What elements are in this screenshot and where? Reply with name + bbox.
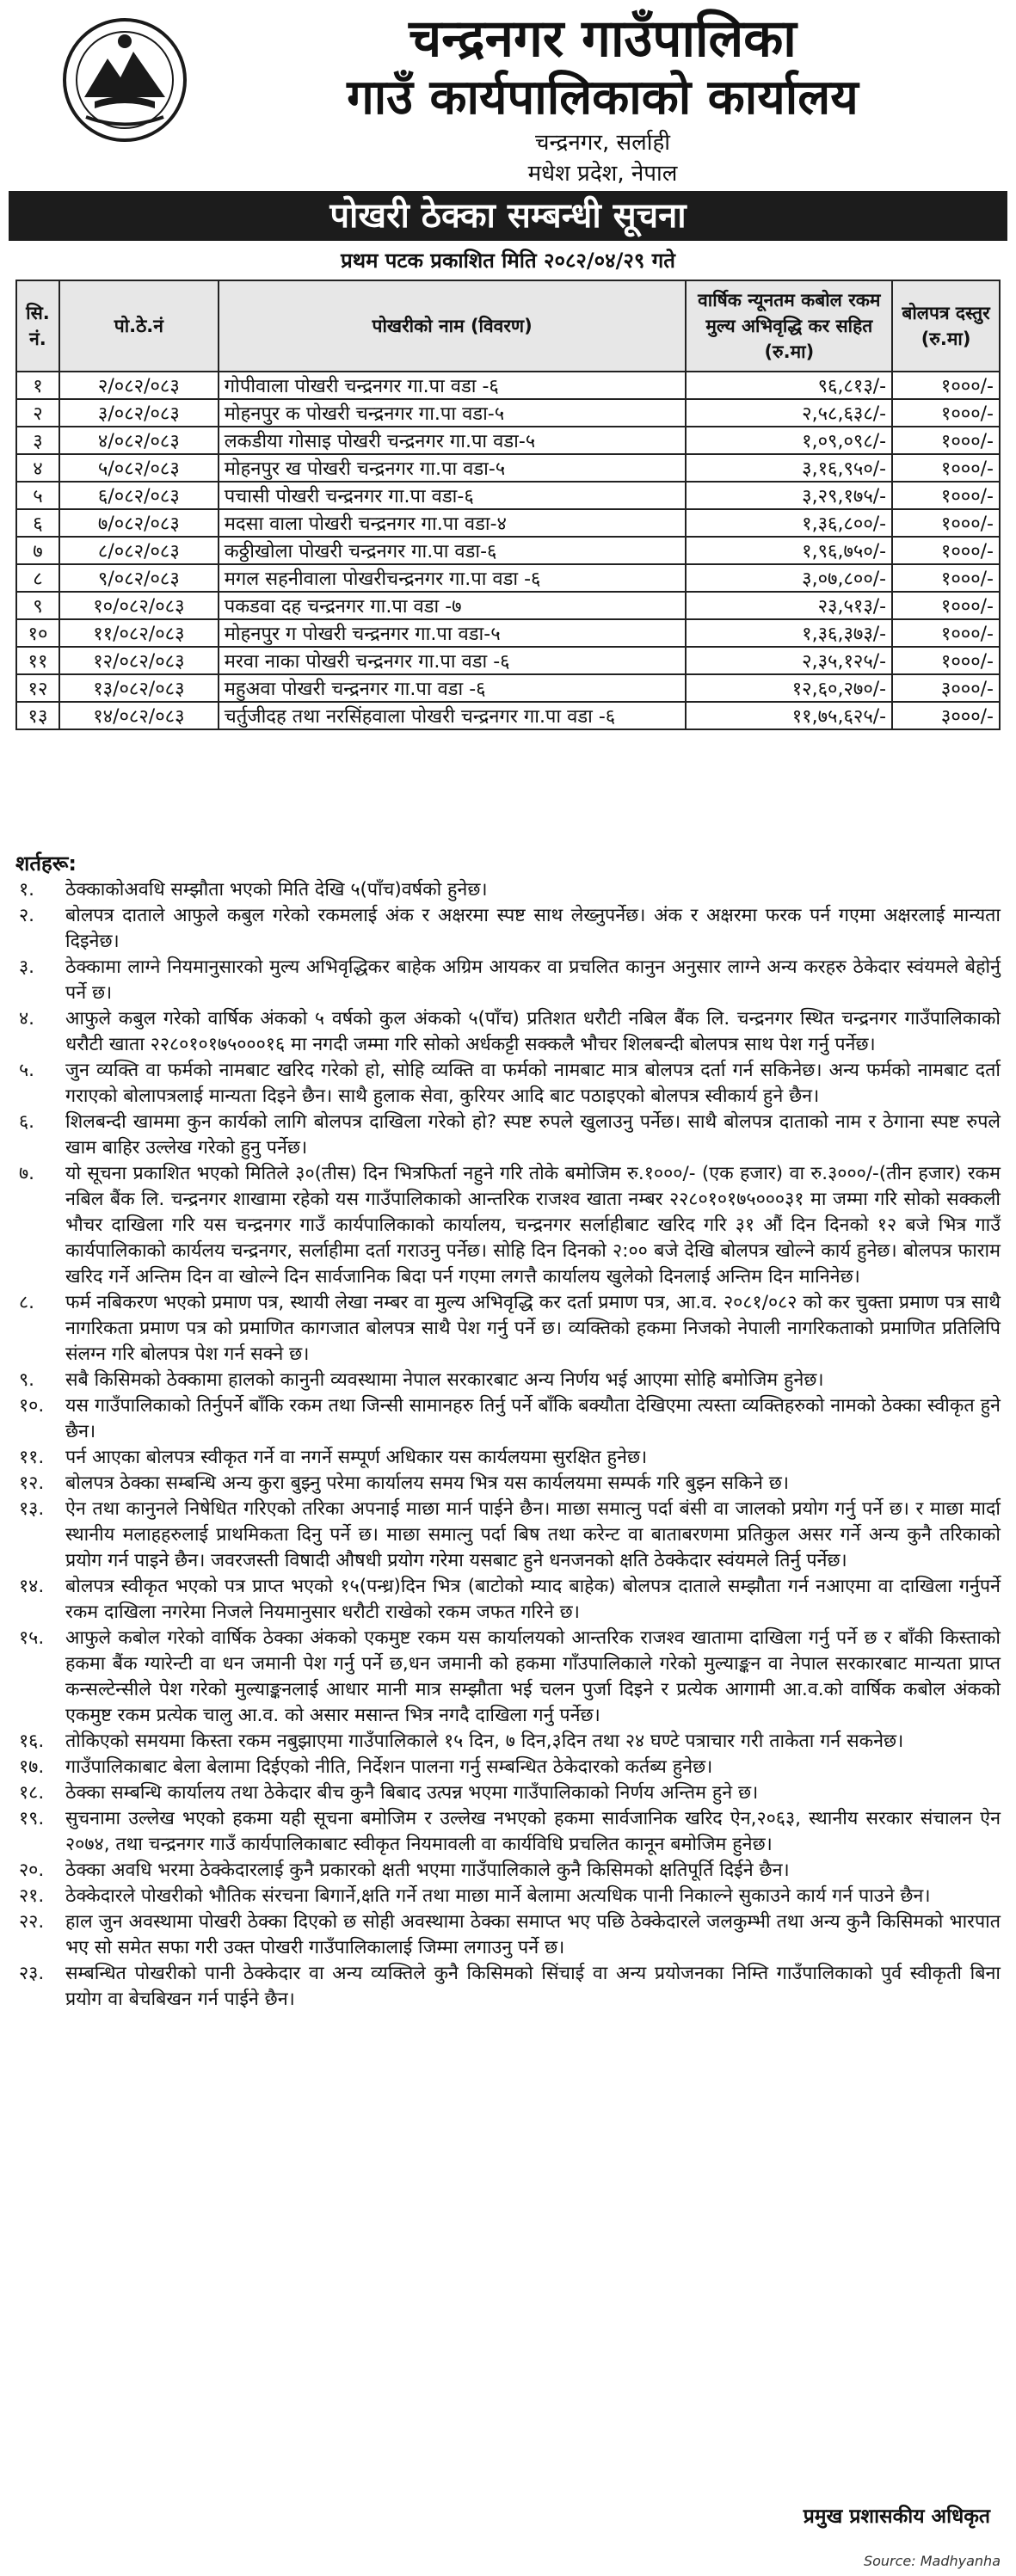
cell-amount: ३,१६,९५०/-: [686, 454, 892, 482]
condition-text: बोलपत्र दाताले आफुले कबुल गरेको रकमलाई अंक र अक्षरमा स्पष्ट साथ लेख्नुपर्नेछ। अंक र अक्षरमा फरक पर्न गएमा अक्षरलाई मान्यता दिइनेछ।: [65, 905, 1001, 952]
org-name: चन्द्रनगर गाउँपालिका: [409, 9, 797, 69]
condition-item: [15, 877, 1001, 903]
cell-pond-name: मरवा नाका पोखरी चन्द्रनगर गा.पा वडा -६: [219, 647, 687, 674]
office-name: गाउँ कार्यपालिकाको कार्यालय: [347, 70, 859, 126]
table-row: [16, 674, 1000, 702]
cell-amount: १२,६०,२७०/-: [686, 674, 892, 702]
condition-number: ६.: [19, 1111, 35, 1133]
table-row: [16, 427, 1000, 454]
condition-text: शिलबन्दी खाममा कुन कार्यको लागि बोलपत्र दाखिला गरेको हो? स्पष्ट रुपले खुलाउनु पर्नेछ। साथै बोलपत्र दाताको नाम र ठेगाना स्पष्ट रुपले खाम बाहिर उल्लेख गरेको हुनु पर्नेछ।: [65, 1111, 1001, 1159]
cell-pond-name: महुअवा पोखरी चन्द्रनगर गा.पा वडा -६: [219, 674, 687, 702]
condition-item: [15, 1058, 1001, 1110]
table-row: [16, 399, 1000, 427]
condition-number: २३.: [19, 1963, 45, 1984]
cell-amount: ९६,८१३/-: [686, 372, 892, 399]
cell-amount: २,५८,६३८/-: [686, 399, 892, 427]
cell-contract-no: १४/०८२/०८३: [59, 702, 219, 729]
cell-sn: १२: [16, 674, 59, 702]
cell-fee: १०००/-: [892, 537, 1000, 564]
cell-fee: १०००/-: [892, 592, 1000, 619]
conditions-section: [15, 850, 1001, 2013]
condition-number: १.: [19, 879, 35, 901]
cell-sn: १: [16, 372, 59, 399]
conditions-title: शर्तहरू:: [15, 851, 77, 876]
condition-text: फर्म नबिकरण भएको प्रमाण पत्र, स्थायी लेखा नम्बर वा मुल्य अभिवृद्धि कर दर्ता प्रमाण पत्र, आ.व. २०८१/०८२ को कर चुक्ता प्रमाण पत्र साथै नागरिकता प्रमाण पत्र को प्रमाणित कागजात बोलपत्र साथै पेश गर्नु पर्ने छ। व्यक्तिको हकमा निजको नेपाली नागरिकताको प्रमाणित प्रतिलिपि संलग्न गरि बोलपत्र पेश गर्न सक्ने छ।: [65, 1292, 1001, 1365]
condition-number: २२.: [19, 1911, 45, 1933]
table-row: [16, 537, 1000, 564]
cell-fee: १०००/-: [892, 482, 1000, 509]
cell-pond-name: चर्तुजीदह तथा नरसिंहवाला पोखरी चन्द्रनगर गा.पा वडा -६: [219, 702, 687, 729]
condition-text: बोलपत्र स्वीकृत भएको पत्र प्राप्त भएको १५(पन्ध्र)दिन भित्र (बाटोको म्याद बाहेक) बोलपत्र दाताले सम्झौता गर्न नआएमा वा दाखिला गर्नुपर्ने रकम दाखिला नगरेमा निजले नियमानुसार धरौटी राखेको रकम जफत गरिने छ।: [65, 1576, 1001, 1623]
condition-item: [15, 1471, 1001, 1497]
condition-item: [15, 1161, 1001, 1290]
cell-amount: १,०९,०९८/-: [686, 427, 892, 454]
table-row: [16, 702, 1000, 729]
table-row: [16, 564, 1000, 592]
condition-text: सुचनामा उल्लेख भएको हकमा यही सूचना बमोजिम र उल्लेख नभएको हकमा सार्वजानिक खरिद ऐन,२०६३, स्थानीय सरकार संचालन ऐन २०७४, तथा चन्द्रनगर गाउँ कार्यपालिकाबाट स्वीकृत नियमावली वा कार्यविधि प्रचलित कानून बमोजिम हुनेछ।: [65, 1808, 1001, 1855]
condition-item: [15, 1574, 1001, 1626]
cell-sn: १०: [16, 619, 59, 647]
condition-number: १५.: [19, 1627, 45, 1649]
condition-number: १४.: [19, 1576, 45, 1597]
nepal-emblem-icon: [60, 15, 189, 144]
cell-contract-no: ७/०८२/०८३: [59, 509, 219, 537]
source-credit: Source: Madhyanha: [863, 2553, 1001, 2569]
condition-item: [15, 1729, 1001, 1755]
cell-sn: ६: [16, 509, 59, 537]
cell-contract-no: १२/०८२/०८३: [59, 647, 219, 674]
header-contract-no: पो.ठे.नं: [59, 280, 219, 372]
table-row: [16, 619, 1000, 647]
cell-pond-name: मगल सहनीवाला पोखरीचन्द्रनगर गा.पा वडा -६: [219, 564, 687, 592]
office-heading: [206, 9, 999, 189]
cell-contract-no: ८/०८२/०८३: [59, 537, 219, 564]
condition-item: [15, 903, 1001, 955]
cell-sn: ८: [16, 564, 59, 592]
cell-contract-no: ९/०८२/०८३: [59, 564, 219, 592]
cell-contract-no: २/०८२/०८३: [59, 372, 219, 399]
cell-pond-name: पकडवा दह चन्द्रनगर गा.पा वडा -७: [219, 592, 687, 619]
condition-text: ठेक्का अवधि भरमा ठेक्केदारलाई कुनै प्रकारको क्षती भएमा गाउँपालिकाले कुनै किसिमको क्षतिपूर्ति दिईने छैन।: [65, 1860, 790, 1881]
cell-fee: १०००/-: [892, 619, 1000, 647]
condition-number: १८.: [19, 1782, 45, 1804]
cell-pond-name: कठ्ठीखोला पोखरी चन्द्रनगर गा.पा वडा-६: [219, 537, 687, 564]
condition-item: [15, 1006, 1001, 1058]
condition-item: [15, 1755, 1001, 1780]
cell-amount: २,३५,१२५/-: [686, 647, 892, 674]
condition-text: ठेक्कामा लाग्ने नियमानुसारको मुल्य अभिवृद्धिकर बाहेक अग्रिम आयकर वा प्रचलित कानुन अनुसार लाग्ने अन्य करहरु ठेकेदार स्वंयमले बेहोर्नु पर्ने छ।: [65, 956, 1001, 1004]
cell-sn: ५: [16, 482, 59, 509]
cell-sn: ११: [16, 647, 59, 674]
condition-text: यो सूचना प्रकाशित भएको मितिले ३०(तीस) दिन भित्रफिर्ता नहुने गरि तोके बमोजिम रु.१०००/- (एक हजार) वा रु.३०००/-(तीन हजार) रकम नबिल बैंक लि. चन्द्रनगर शाखामा रहेको यस गाउँपालिकाको आन्तरिक राजश्व खाता नम्बर २२८०१०१७५०००३१ मा जम्मा गरि सोको सक्कली भौचर दाखिला गरि यस चन्द्रनगर गाउँ कार्यपालिकाको कार्यालय, चन्द्रनगर सर्लाहीबाट खरिद गरि ३१ औं दिन दिनको १२ बजे भित्र गाउँ कार्यपालिकाको कार्यलय चन्द्रनगर, सर्लाहीमा दर्ता गराउनु पर्नेछ। सोहि दिन दिनको २:०० बजे देखि बोलपत्र खोल्ने कार्य हुनेछ। बोलपत्र फाराम खरिद गर्ने अन्तिम दिन वा खोल्ने दिन सार्वजानिक बिदा पर्न गएमा लगत्तै कार्यालय खुलेको दिनलाई अन्तिम दिन मानिनेछ।: [65, 1163, 1001, 1288]
cell-sn: ९: [16, 592, 59, 619]
cell-contract-no: ३/०८२/०८३: [59, 399, 219, 427]
condition-item: [15, 1626, 1001, 1729]
table-row: [16, 509, 1000, 537]
cell-pond-name: पचासी पोखरी चन्द्रनगर गा.पा वडा-६: [219, 482, 687, 509]
header-sn: सि. नं.: [16, 280, 59, 372]
table-row: [16, 372, 1000, 399]
tender-table: [15, 280, 1001, 730]
condition-text: यस गाउँपालिकाको तिर्नुपर्ने बाँकि रकम तथा जिन्सी सामानहरु तिर्नु पर्ने बाँकि बक्यौता देखिएमा त्यस्ता व्यक्तिहरुको नामको ठेक्का स्वीकृत हुने छैन।: [65, 1395, 1001, 1442]
cell-contract-no: ५/०८२/०८३: [59, 454, 219, 482]
condition-number: ४.: [19, 1008, 35, 1030]
cell-fee: ३०००/-: [892, 702, 1000, 729]
condition-number: १२.: [19, 1472, 45, 1494]
condition-text: हाल जुन अवस्थामा पोखरी ठेक्का दिएको छ सोही अवस्थामा ठेक्का समाप्त भए पछि ठेक्केदारले जलकुम्भी तथा अन्य कुनै किसिमको भारपात भए सो समेत सफा गरी उक्त पोखरी गाउँपालिकालाई जिम्मा लगाउनु पर्ने छ।: [65, 1911, 1001, 1958]
cell-sn: १३: [16, 702, 59, 729]
condition-text: ठेक्का सम्बन्धि कार्यालय तथा ठेकेदार बीच कुनै बिबाद उत्पन्न भएमा गाउँपालिकाको निर्णय अन्तिम हुने छ।: [65, 1782, 759, 1804]
cell-pond-name: लकडीया गोसाइ पोखरी चन्द्रनगर गा.पा वडा-५: [219, 427, 687, 454]
condition-item: [15, 1961, 1001, 2013]
cell-contract-no: ६/०८२/०८३: [59, 482, 219, 509]
table-header-row: [16, 280, 1000, 372]
cell-fee: ३०००/-: [892, 674, 1000, 702]
condition-text: बोलपत्र ठेक्का सम्बन्धि अन्य कुरा बुझ्नु परेमा कार्यालय समय भित्र यस कार्यलयमा सम्पर्क गरि बुझ्न सकिने छ।: [65, 1472, 789, 1494]
cell-amount: १,९६,७५०/-: [686, 537, 892, 564]
notice-title: पोखरी ठेक्का सम्बन्धी सूचना: [9, 191, 1007, 241]
cell-sn: ३: [16, 427, 59, 454]
cell-contract-no: ४/०८२/०८३: [59, 427, 219, 454]
condition-item: [15, 1858, 1001, 1884]
condition-number: २१.: [19, 1885, 45, 1907]
condition-number: ३.: [19, 956, 35, 978]
cell-amount: २३,५१३/-: [686, 592, 892, 619]
address-line-1: चन्द्रनगर, सर्लाही: [534, 130, 671, 156]
condition-text: आफुले कबुल गरेको वार्षिक अंकको ५ वर्षको कुल अंकको ५(पाँच) प्रतिशत धरौटी नबिल बैंक लि. चन्द्रनगर स्थित चन्द्रनगर गाउँपालिकाको धरौटी खाता २२८०१०१७५०००१६ मा नगदी जम्मा गरि सोको अर्धकट्टी सक्कलै भौचर शिलबन्दी बोलपत्र साथ पेश गर्नु पर्नेछ।: [65, 1008, 1001, 1055]
condition-number: १०.: [19, 1395, 45, 1417]
condition-text: गाउँपालिकाबाट बेला बेलामा दिईएको नीति, निर्देशन पालना गर्नु सम्बन्धित ठेकेदारको कर्तब्य हुनेछ।: [65, 1756, 713, 1778]
cell-pond-name: मोहनपुर ग पोखरी चन्द्रनगर गा.पा वडा-५: [219, 619, 687, 647]
cell-sn: ७: [16, 537, 59, 564]
header-fee: बोलपत्र दस्तुर (रु.मा): [892, 280, 1000, 372]
condition-item: [15, 1497, 1001, 1574]
condition-item: [15, 1368, 1001, 1393]
header-min-amount: वार्षिक न्यूनतम कबोल रकम मुल्य अभिवृद्धि कर सहित (रु.मा): [686, 280, 892, 372]
cell-pond-name: मदसा वाला पोखरी चन्द्रनगर गा.पा वडा-४: [219, 509, 687, 537]
cell-amount: १,३६,३७३/-: [686, 619, 892, 647]
table-row: [16, 592, 1000, 619]
cell-fee: १०००/-: [892, 372, 1000, 399]
condition-text: सम्बन्धित पोखरीको पानी ठेक्केदार वा अन्य व्यक्तिले कुनै किसिमको सिंचाई वा अन्य प्रयोजनका निम्ति गाउँपालिकाको पुर्व स्वीकृती बिना प्रयोग वा बेचबिखन गर्न पाईने छैन।: [65, 1963, 1001, 2010]
condition-text: सबै किसिमको ठेक्कामा हालको कानुनी व्यवस्थामा नेपाल सरकारबाट अन्य निर्णय भई आएमा सोहि बमोजिम हुनेछ।: [65, 1369, 824, 1391]
table-row: [16, 647, 1000, 674]
header-pond-name: पोखरीको नाम (विवरण): [219, 280, 687, 372]
condition-text: पर्न आएका बोलपत्र स्वीकृत गर्ने वा नगर्ने सम्पूर्ण अधिकार यस कार्यलयमा सुरक्षित हुनेछ।: [65, 1447, 648, 1468]
condition-number: ११.: [19, 1447, 45, 1468]
cell-amount: ३,२९,१७५/-: [686, 482, 892, 509]
condition-text: तोकिएको समयमा किस्ता रकम नबुझाएमा गाउँपालिकाले १५ दिन, ७ दिन,३दिन तथा २४ घण्टे पत्राचार गरी ताकेता गर्न सकनेछ।: [65, 1731, 904, 1752]
cell-amount: ११,७५,६२५/-: [686, 702, 892, 729]
table-row: [16, 482, 1000, 509]
condition-item: [15, 1290, 1001, 1368]
cell-contract-no: १३/०८२/०८३: [59, 674, 219, 702]
cell-fee: १०००/-: [892, 509, 1000, 537]
cell-sn: ४: [16, 454, 59, 482]
condition-item: [15, 1780, 1001, 1806]
condition-item: [15, 1393, 1001, 1445]
condition-number: २.: [19, 905, 35, 926]
condition-number: १७.: [19, 1756, 45, 1778]
cell-amount: १,३६,८००/-: [686, 509, 892, 537]
signature: प्रमुख प्रशासकीय अधिकृत: [803, 2505, 990, 2528]
cell-fee: १०००/-: [892, 564, 1000, 592]
publish-date: प्रथम पटक प्रकाशित मिति २०८२/०४/२९ गते: [341, 249, 675, 273]
cell-pond-name: मोहनपुर ख पोखरी चन्द्रनगर गा.पा वडा-५: [219, 454, 687, 482]
condition-number: ५.: [19, 1060, 35, 1081]
cell-sn: २: [16, 399, 59, 427]
condition-number: ९.: [19, 1369, 35, 1391]
condition-item: [15, 955, 1001, 1006]
cell-fee: १०००/-: [892, 647, 1000, 674]
condition-number: ८.: [19, 1292, 35, 1313]
condition-number: २०.: [19, 1860, 45, 1881]
address-line-2: मधेश प्रदेश, नेपाल: [527, 161, 678, 187]
condition-text: ठेक्केदारले पोखरीको भौतिक संरचना बिगार्ने,क्षति गर्ने तथा माछा मार्ने बेलामा अत्यधिक पानी निकाल्ने सुकाउने कार्य गर्न पाउने छैन।: [65, 1885, 931, 1907]
header: [0, 0, 1016, 189]
cell-contract-no: १०/०८२/०८३: [59, 592, 219, 619]
condition-item: [15, 1909, 1001, 1961]
condition-number: १९.: [19, 1808, 45, 1829]
condition-item: [15, 1884, 1001, 1909]
cell-amount: ३,०७,८००/-: [686, 564, 892, 592]
condition-item: [15, 1806, 1001, 1858]
condition-number: ७.: [19, 1163, 35, 1184]
cell-fee: १०००/-: [892, 399, 1000, 427]
cell-contract-no: ११/०८२/०८३: [59, 619, 219, 647]
table-row: [16, 454, 1000, 482]
condition-text: आफुले कबोल गरेको वार्षिक ठेक्का अंकको एकमुष्ट रकम यस कार्यालयको आन्तरिक राजश्व खातामा दाखिला गर्नु पर्ने छ र बाँकी किस्ताको हकमा बैंक ग्यारेन्टी वा धन जमानी पेश गर्नु पर्ने छ,धन जमानी को हकमा गाँउपालिकाले गरेको मुल्याङ्कन वा नेपाल सरकारबाट मान्यता प्राप्त कन्सल्टेन्सीले पेश गरेको मुल्याङ्कनलाई आधार मानी मात्र सम्झौता भई चलन पुर्जा दिइने र प्रत्येक आगामी आ.व.को वार्षिक कबोल अंकको एकमुष्ट रकम प्रत्येक चालु आ.व. को असार मसान्त भित्र नगदै दाखिला गर्नु पर्नेछ।: [65, 1627, 1001, 1726]
cell-pond-name: मोहनपुर क पोखरी चन्द्रनगर गा.पा वडा-५: [219, 399, 687, 427]
cell-fee: १०००/-: [892, 427, 1000, 454]
condition-text: ऐन तथा कानुनले निषेधित गरिएको तरिका अपनाई माछा मार्न पाईने छैन। माछा समात्नु पर्दा बंसी वा जालको प्रयोग गर्नु पर्ने छ। र माछा मार्दा स्थानीय मलाहहरुलाई प्राथमिकता दिनु पर्ने छ। माछा समात्नु पर्दा बिष तथा करेन्ट वा बाताबरणमा प्रतिकुल असर गर्ने अन्य कुनै तरिकाको प्रयोग गर्न पाइने छैन। जवरजस्ती विषादी औषधी प्रयोग गरेमा यसबाट हुने धनजनको क्षति ठेक्केदार स्वंयमले तिर्नु पर्नेछ।: [65, 1498, 1001, 1571]
condition-number: १६.: [19, 1731, 45, 1752]
condition-item: [15, 1445, 1001, 1471]
cell-fee: १०००/-: [892, 454, 1000, 482]
cell-pond-name: गोपीवाला पोखरी चन्द्रनगर गा.पा वडा -६: [219, 372, 687, 399]
condition-number: १३.: [19, 1498, 45, 1520]
condition-item: [15, 1110, 1001, 1161]
condition-text: जुन व्यक्ति वा फर्मको नामबाट खरिद गरेको हो, सोहि व्यक्ति वा फर्मको नामबाट मात्र बोलपत्र दर्ता गर्न सकिनेछ। अन्य फर्मको नामबाट दर्ता गराएको बोलापत्रलाई मान्यता दिइने छैन। साथै हुलाक सेवा, कुरियर आदि बाट पठाइएको बोलपत्र स्वीकार्य हुने छैन।: [65, 1060, 1001, 1107]
condition-text: ठेक्काकोअवधि सम्झौता भएको मिति देखि ५(पाँच)वर्षको हुनेछ।: [65, 879, 488, 901]
